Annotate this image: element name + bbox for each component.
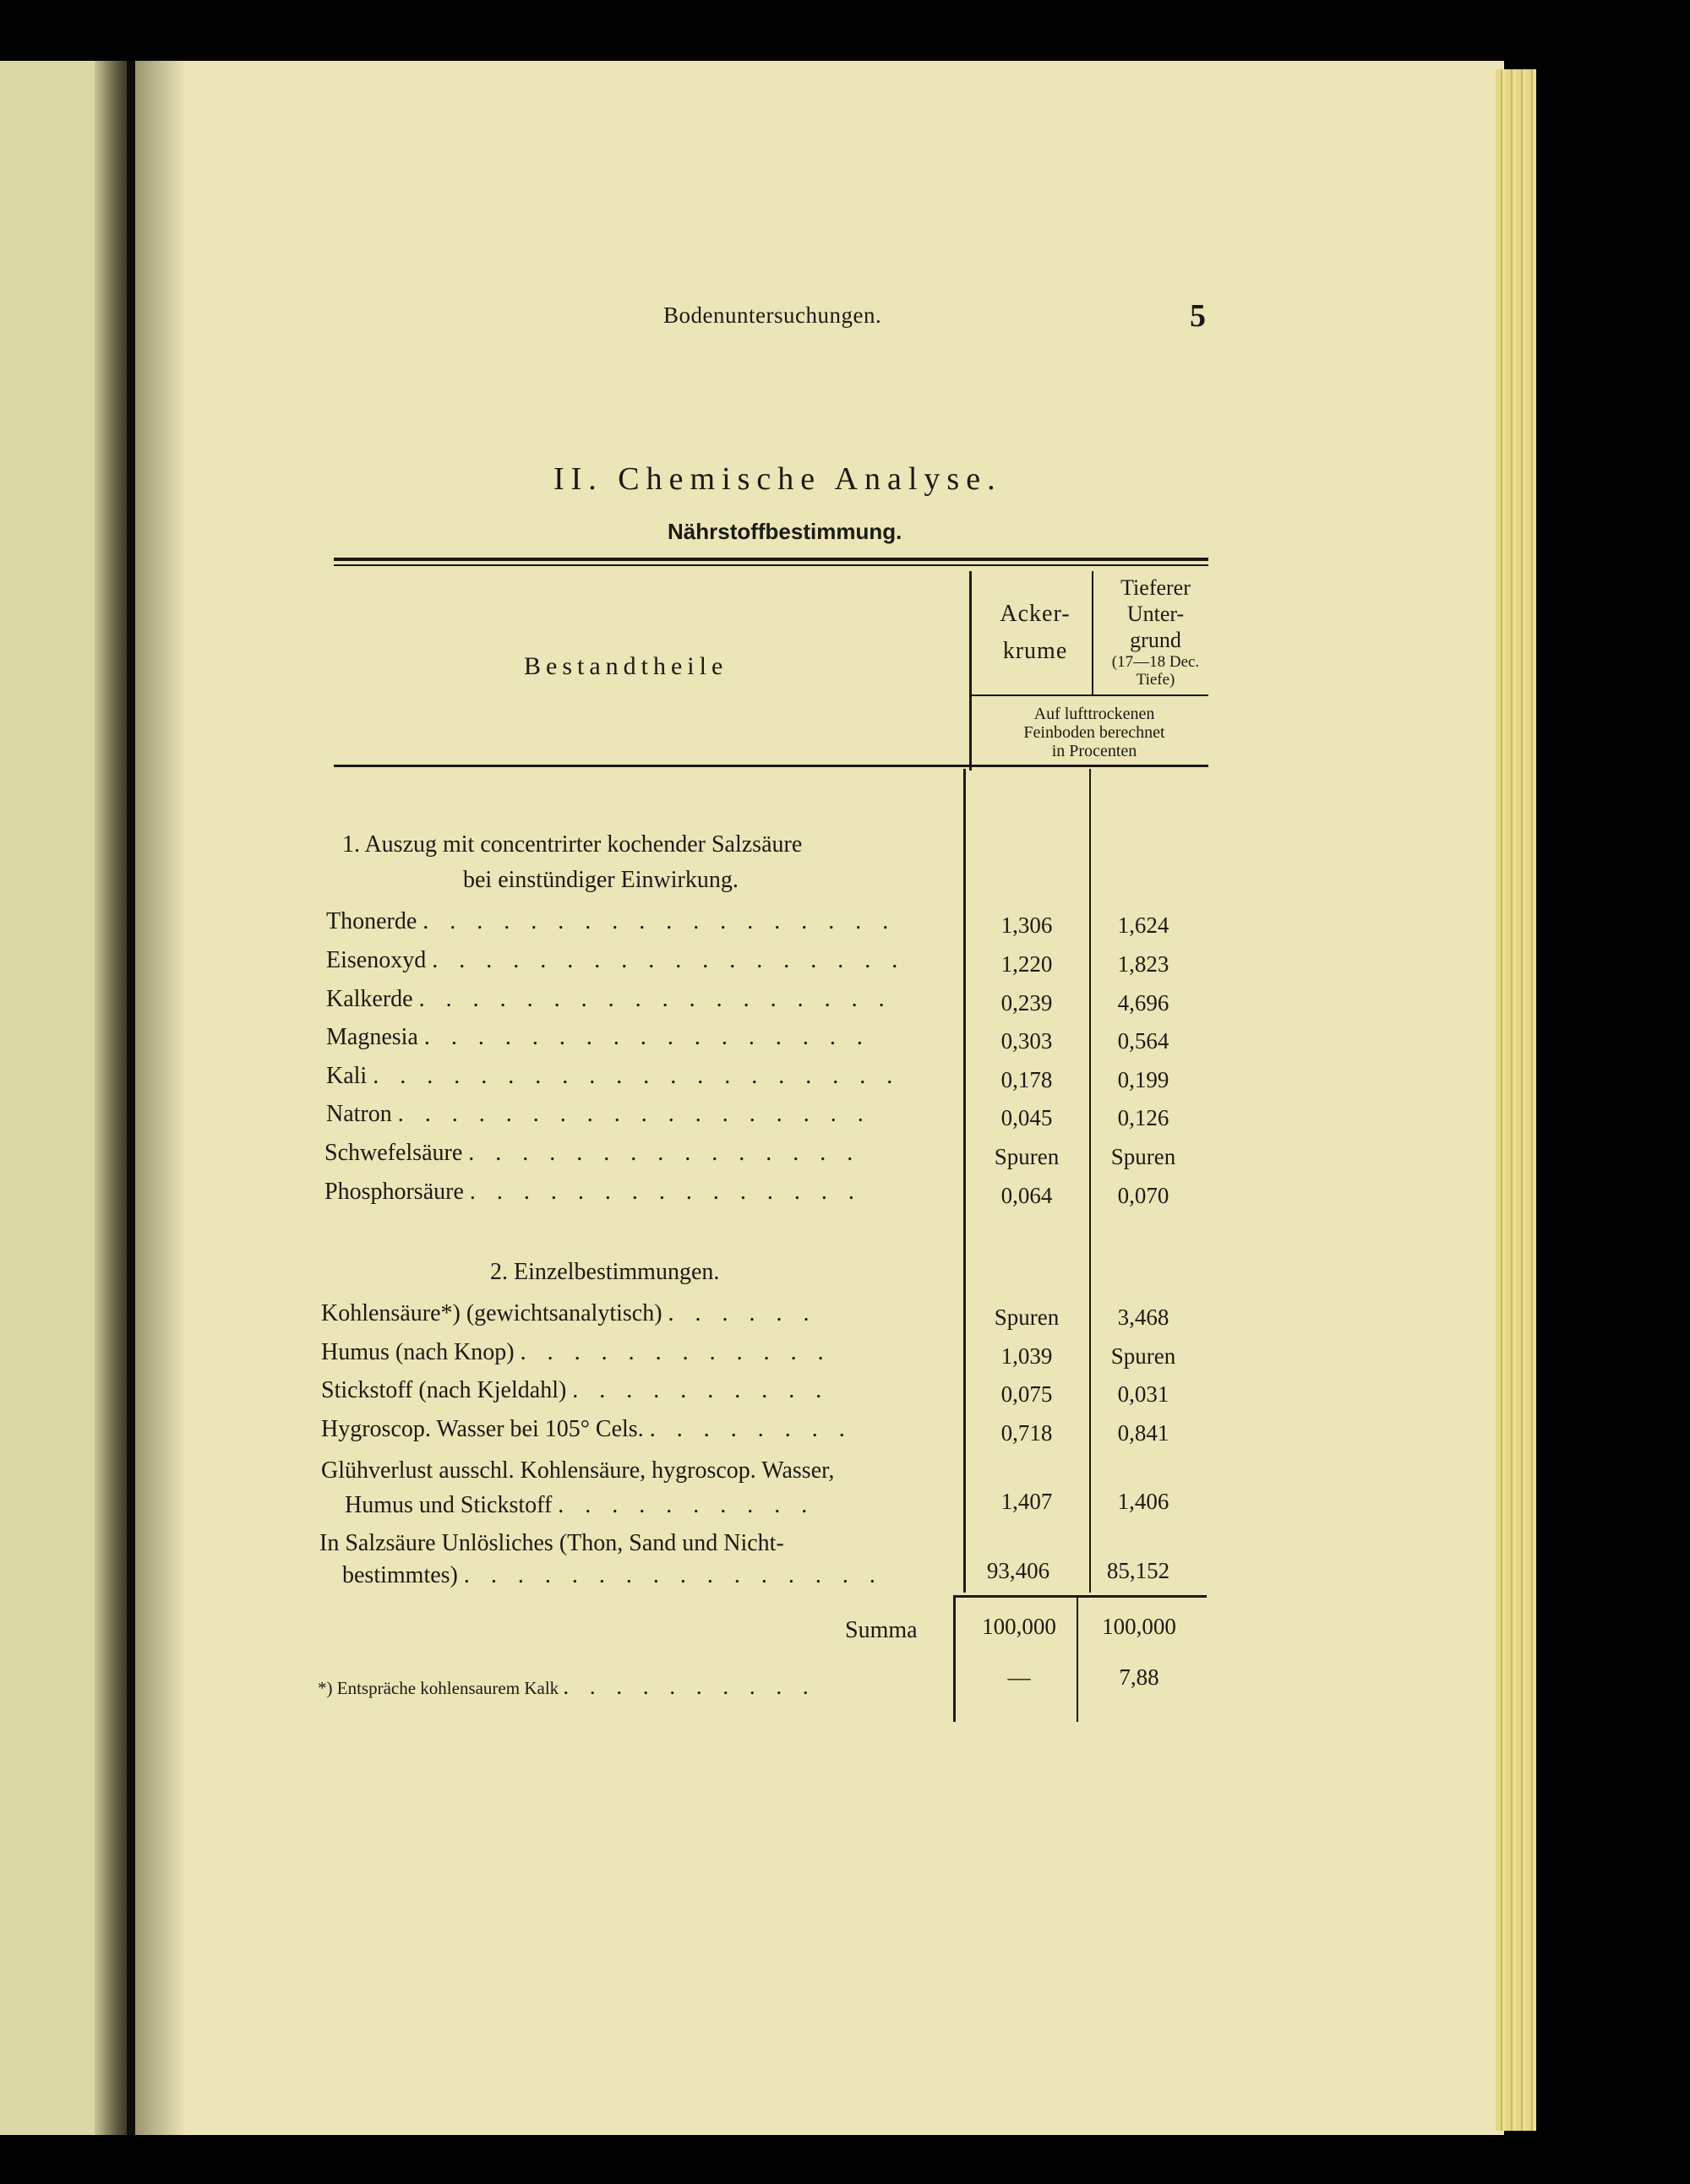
value-ackerkrume: 1,039 bbox=[1000, 1343, 1053, 1369]
value-untergrund: Spuren bbox=[1110, 1144, 1176, 1169]
page bbox=[135, 61, 1504, 2135]
header-tief-line5: Tiefe) bbox=[1136, 671, 1175, 689]
group1-title-line1: 1. Auszug mit concentrirter kochender Salzsäure bbox=[342, 831, 803, 858]
table-row-label: Thonerde . . . . . . . . . . . . . . . . . . bbox=[326, 908, 897, 934]
unloesliches-untergrund: 85,152 bbox=[1106, 1558, 1170, 1583]
table-subtitle: Nährstoffbestimmung. bbox=[668, 519, 902, 544]
summa-label-divider bbox=[953, 1595, 956, 1722]
value-untergrund: 0,070 bbox=[1117, 1183, 1169, 1208]
header-ackerkrume-line2: krume bbox=[1002, 638, 1068, 664]
summa-untergrund: 100,000 bbox=[1102, 1614, 1176, 1639]
table-row-label: Kalkerde . . . . . . . . . . . . . . . . . . bbox=[326, 986, 892, 1012]
footnote-untergrund: 7,88 bbox=[1119, 1664, 1159, 1690]
left-page bbox=[0, 61, 110, 2135]
value-ackerkrume: 1,220 bbox=[1000, 951, 1053, 977]
value-untergrund: 1,624 bbox=[1117, 912, 1169, 938]
summa-rule bbox=[953, 1595, 1207, 1598]
value-untergrund: 0,564 bbox=[1117, 1028, 1169, 1054]
summa-label: Summa bbox=[845, 1617, 918, 1643]
header-tief-line4: (17—18 Dec. bbox=[1111, 653, 1200, 671]
group1-title-line2: bei einstündiger Einwirkung. bbox=[463, 867, 739, 893]
table-top-rule bbox=[334, 558, 1208, 561]
unloesliches-label-line1: In Salzsäure Unlösliches (Thon, Sand und Nicht- bbox=[319, 1530, 784, 1556]
header-sub-rule bbox=[969, 694, 1208, 696]
section-title: II. Chemische Analyse. bbox=[553, 461, 1002, 497]
summa-value-divider bbox=[1077, 1595, 1078, 1722]
value-untergrund: 4,696 bbox=[1117, 990, 1169, 1016]
header-berechnung bbox=[980, 705, 1208, 760]
value-ackerkrume: Spuren bbox=[994, 1144, 1060, 1169]
value-ackerkrume: 1,306 bbox=[1000, 912, 1053, 938]
header-auf-line1: Auf lufttrockenen bbox=[1033, 705, 1155, 723]
gluehverlust-ackerkrume: 1,407 bbox=[1000, 1489, 1053, 1514]
value-untergrund: Spuren bbox=[1110, 1343, 1176, 1369]
summa-ackerkrume: 100,000 bbox=[982, 1614, 1056, 1639]
header-tief-line2: Unter- bbox=[1126, 602, 1185, 626]
unloesliches-label-line2: bestimmtes) . . . . . . . . . . . . . . . . bbox=[342, 1562, 883, 1588]
running-head: Bodenuntersuchungen. bbox=[663, 302, 882, 328]
page-number: 5 bbox=[1190, 298, 1206, 334]
header-auf-line2: Feinboden berechnet bbox=[1023, 723, 1165, 742]
header-ackerkrume bbox=[980, 596, 1090, 670]
table-row-label: Hygroscop. Wasser bei 105° Cels. . . . . . . . . bbox=[321, 1416, 853, 1442]
gluehverlust-label-line1: Glühverlust ausschl. Kohlensäure, hygroscop. Wasser, bbox=[321, 1457, 835, 1484]
table-top-rule-thin bbox=[334, 564, 1208, 566]
table-row-label: Eisenoxyd . . . . . . . . . . . . . . . . . . bbox=[326, 947, 906, 973]
value-ackerkrume: 0,045 bbox=[1000, 1105, 1053, 1130]
value-untergrund: 1,823 bbox=[1117, 951, 1169, 977]
footnote: *) Entspräche kohlensaurem Kalk . . . . . . . . . . bbox=[318, 1674, 816, 1699]
value-ackerkrume: 0,718 bbox=[1000, 1420, 1053, 1446]
page-edges bbox=[1496, 69, 1536, 2131]
value-ackerkrume: 0,239 bbox=[1000, 990, 1053, 1016]
value-ackerkrume: 0,178 bbox=[1000, 1067, 1053, 1092]
unloesliches-ackerkrume: 93,406 bbox=[986, 1558, 1050, 1583]
value-ackerkrume: 0,303 bbox=[1000, 1028, 1053, 1054]
table-row-label: Kohlensäure*) (gewichtsanalytisch) . . . . . . bbox=[321, 1300, 817, 1326]
gluehverlust-untergrund: 1,406 bbox=[1117, 1489, 1169, 1514]
header-bottom-rule bbox=[334, 765, 1208, 767]
group2-title: 2. Einzelbestimmungen. bbox=[490, 1259, 720, 1285]
value-untergrund: 0,126 bbox=[1117, 1105, 1169, 1130]
header-subcolumn-divider bbox=[1092, 571, 1093, 694]
table-label-divider bbox=[963, 769, 966, 1593]
header-auf-line3: in Procenten bbox=[1051, 742, 1137, 760]
table-row-label: Magnesia . . . . . . . . . . . . . . . . . bbox=[326, 1024, 870, 1050]
table-row-label: Humus (nach Knop) . . . . . . . . . . . . bbox=[321, 1339, 831, 1365]
header-tieferer-untergrund bbox=[1098, 575, 1213, 689]
table-row-label: Kali . . . . . . . . . . . . . . . . . . . . bbox=[326, 1063, 901, 1089]
table-value-divider bbox=[1089, 769, 1091, 1593]
page-shadow bbox=[135, 61, 186, 2135]
header-tief-line3: grund bbox=[1130, 628, 1181, 652]
value-ackerkrume: 0,075 bbox=[1000, 1381, 1053, 1407]
header-column-divider bbox=[969, 571, 972, 771]
footnote-ackerkrume: — bbox=[1007, 1664, 1031, 1690]
value-untergrund: 0,841 bbox=[1117, 1420, 1169, 1446]
value-ackerkrume: 0,064 bbox=[1000, 1183, 1053, 1208]
header-ackerkrume-line1: Acker- bbox=[1000, 601, 1071, 627]
table-row-label: Stickstoff (nach Kjeldahl) . . . . . . . . . . bbox=[321, 1377, 830, 1403]
value-untergrund: 3,468 bbox=[1117, 1304, 1169, 1330]
header-bestandtheile: Bestandtheile bbox=[524, 652, 728, 680]
value-untergrund: 0,031 bbox=[1117, 1381, 1169, 1407]
value-ackerkrume: Spuren bbox=[994, 1304, 1060, 1330]
table-row-label: Schwefelsäure . . . . . . . . . . . . . . . bbox=[324, 1140, 861, 1166]
value-untergrund: 0,199 bbox=[1117, 1067, 1169, 1092]
table-row-label: Phosphorsäure . . . . . . . . . . . . . . . bbox=[324, 1179, 862, 1205]
gluehverlust-label-line2: Humus und Stickstoff . . . . . . . . . . bbox=[345, 1492, 815, 1518]
table-row-label: Natron . . . . . . . . . . . . . . . . . . bbox=[326, 1101, 871, 1127]
header-tief-line1: Tieferer bbox=[1120, 575, 1191, 600]
